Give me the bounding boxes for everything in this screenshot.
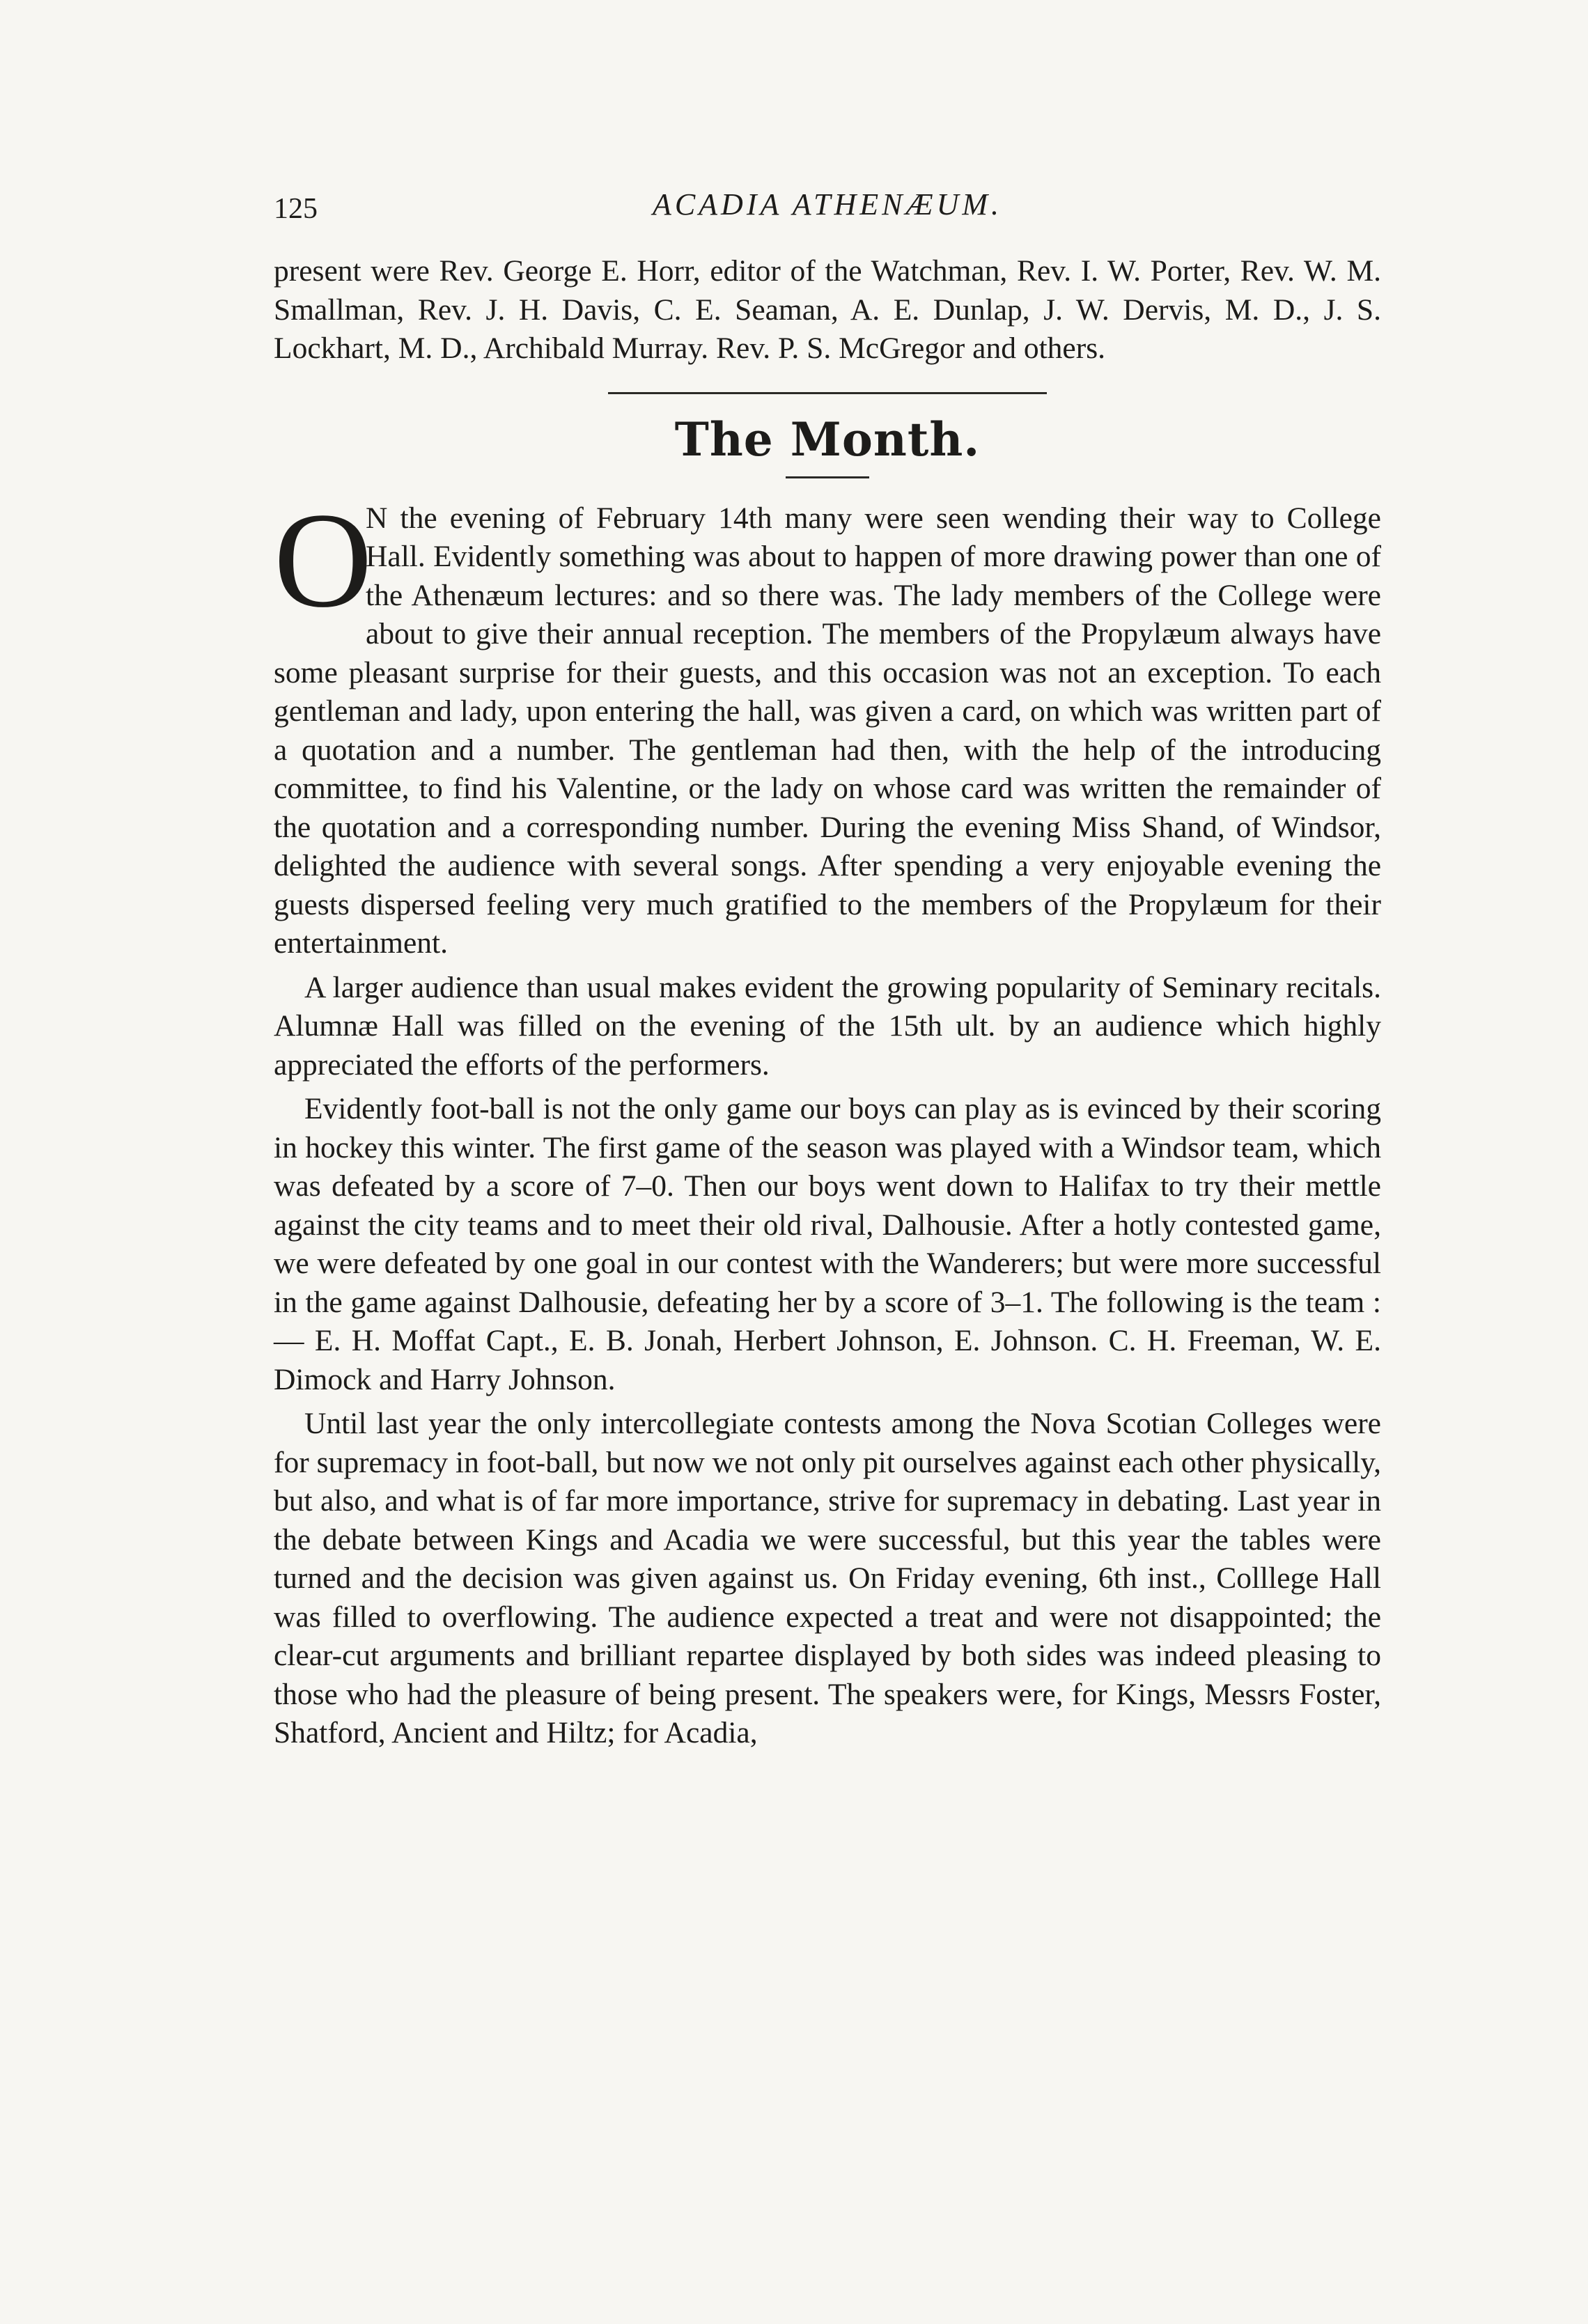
running-title: ACADIA ATHENÆUM. [652,187,1003,221]
page-header [274,181,1381,230]
title-underline [786,476,869,478]
drop-cap: O [274,484,373,636]
paragraph-hockey: Evidently foot-ball is not the only game our boys can play as is evinced by their scoring in hockey this winter. The first game of the season was played with a Windsor team, which was defeated by a score of 7–0. Then our boys went down to Halifax to try their mettle against the city teams and to meet their old rival, Dalhousie. After a hotly contested game, we were defeated by one goal in our contest with the Wanderers; but were more successful in the game against Dalhousie, defeating her by a score of 3–1. The following is the team :— E. H. Moffat Capt., E. B. Jonah, Herbert Johnson, E. Johnson. C. H. Freeman, W. E. Dimock and Harry Johnson. [274,1092,1381,1396]
paragraph-reception: N the evening of February 14th many were seen wending their way to College Hall. Evidently something was about to happen of more drawing power than one of the Athenæum lectures: and so there was. The lady members of the College were about to give their annual reception. The members of the Propylæum always have some pleasant surprise for their guests, and this occasion was not an exception. To each gentleman and lady, upon entering the hall, was given a card, on which was written part of a quotation and a number. The gentleman had then, with the help of the introducing committee, to find his Valentine, or the lady on whose card was written the remainder of the quotation and a corresponding number. During the evening Miss Shand, of Windsor, delighted the audience with several songs. After spending a very enjoyable evening the guests dispersed feeling very much gratified to the members of the Propylæum for their entertainment. [274,501,1381,960]
paragraph-recitals: A larger audience than usual makes evident the growing popularity of Seminary recitals. Alumnæ Hall was filled on the evening of the 15th ult. by an audience which highly appreciated the efforts of the performers. [274,970,1381,1082]
section-title: The Month. [674,412,981,467]
section-body [274,484,1381,1753]
paragraph-debating: Until last year the only intercollegiate contests among the Nova Scotian Colleges were for supremacy in foot-ball, but now we not only pit ourselves against each other physically, but also, and what is of far more importance, strive for supremacy in debating. Last year in the debate between Kings and Acadia we were successful, but this year the tables were turned and the decision was given against us. On Friday evening, 6th inst., Colllege Hall was filled to overflowing. The audience expected a treat and were not disappointed; the clear-cut arguments and brilliant repartee displayed by both sides was indeed pleasing to those who had the pleasure of being present. The speakers were, for Kings, Messrs Foster, Shatford, Ancient and Hiltz; for Acadia, [274,1407,1381,1749]
document-page [274,181,1381,1753]
lead-paragraph: present were Rev. George E. Horr, editor of the Watchman, Rev. I. W. Porter, Rev. W. M. Smallman, Rev. J. H. Davis, C. E. Seaman, A. E. Dunlap, J. W. Dervis, M. D., J. S. Lockhart, M. D., Archibald Murray. Rev. P. S. McGregor and others. [274,254,1381,365]
section-divider [608,392,1047,394]
page-number: 125 [274,193,318,225]
